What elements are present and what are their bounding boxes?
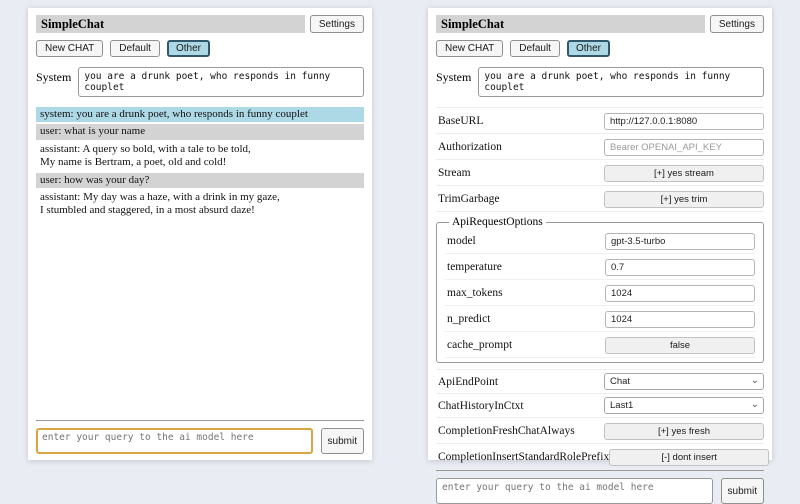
session-default-button[interactable]: Default (110, 40, 160, 57)
model-control (605, 231, 755, 250)
settings-row-chathistoryinctxt (436, 394, 764, 418)
settings-row-temperature (445, 254, 755, 280)
chevron-down-icon: ⌄ (750, 375, 759, 386)
chevron-down-icon: ⌄ (750, 399, 759, 410)
apiendpoint-select[interactable] (604, 373, 764, 390)
baseurl-input[interactable] (604, 113, 764, 130)
settings-primary-group (436, 107, 764, 212)
stream-label: Stream (438, 166, 471, 179)
trimgarbage-toggle-button[interactable]: [+] yes trim (604, 191, 764, 208)
system-prompt-row (436, 67, 764, 97)
chat-session-tabs (36, 40, 364, 57)
n-predict-control (605, 309, 755, 328)
n-predict-label: n_predict (447, 312, 491, 325)
model-input[interactable] (605, 233, 755, 250)
settings-row-n-predict (445, 306, 755, 332)
max-tokens-control (605, 283, 755, 302)
temperature-control (605, 257, 755, 276)
query-input[interactable] (436, 478, 713, 504)
query-input[interactable] (36, 428, 313, 454)
apiendpoint-control (604, 373, 764, 390)
temperature-label: temperature (447, 260, 502, 273)
baseurl-control (604, 111, 764, 130)
chat-message-line: user: how was your day? (40, 173, 150, 186)
chat-message-line: My name is Bertram, a poet, old and cold! (40, 156, 227, 169)
chathistoryinctxt-label: ChatHistoryInCtxt (438, 399, 524, 412)
system-prompt-input[interactable] (478, 67, 764, 97)
chat-message-assistant (36, 142, 364, 171)
temperature-input[interactable] (605, 259, 755, 276)
new-chat-button[interactable]: New CHAT (36, 40, 103, 57)
settings-row-trimgarbage (436, 186, 764, 212)
authorization-label: Authorization (438, 140, 502, 153)
chat-message-line: system: you are a drunk poet, who responds in funny couplet (40, 108, 308, 120)
query-separator (436, 470, 764, 471)
app-title-bar (436, 15, 705, 33)
system-label: System (36, 70, 72, 84)
completionfreshchatalways-toggle-button[interactable]: [+] yes fresh (604, 423, 764, 440)
cache-prompt-label: cache_prompt (447, 338, 513, 351)
api-request-options-rows (445, 228, 755, 358)
session-default-button[interactable]: Default (510, 40, 560, 57)
settings-panel (428, 8, 772, 497)
system-prompt-row (36, 67, 364, 97)
completionfreshchatalways-control (604, 421, 764, 440)
settings-row-baseurl (436, 108, 764, 134)
completioninsertstandardroleprefix-control (609, 447, 769, 466)
submit-button[interactable]: submit (721, 478, 764, 504)
max-tokens-input[interactable] (605, 285, 755, 302)
settings-button[interactable]: Settings (710, 15, 764, 33)
chat-message-user (36, 124, 364, 139)
chat-message-line: user: what is your name (40, 125, 146, 138)
settings-row-completionfreshchatalways (436, 418, 764, 444)
chat-message-line: assistant: A query so bold, with a tale to be told, (40, 142, 251, 155)
chat-panel (28, 8, 372, 460)
settings-secondary-group (436, 369, 764, 470)
chat-messages-list (36, 107, 364, 416)
session-other-button[interactable]: Other (567, 40, 610, 57)
new-chat-button[interactable]: New CHAT (436, 40, 503, 57)
authorization-control (604, 137, 764, 156)
settings-button[interactable]: Settings (310, 15, 364, 33)
baseurl-label: BaseURL (438, 114, 484, 127)
max-tokens-label: max_tokens (447, 286, 503, 299)
apiendpoint-label: ApiEndPoint (438, 375, 499, 388)
chat-message-system (36, 107, 364, 122)
trimgarbage-control (604, 189, 764, 208)
api-request-options-legend: ApiRequestOptions (452, 216, 543, 228)
app-title: SimpleChat (41, 17, 105, 31)
authorization-input[interactable] (604, 139, 764, 156)
query-separator (36, 420, 364, 421)
stream-toggle-button[interactable]: [+] yes stream (604, 165, 764, 182)
session-other-button[interactable]: Other (167, 40, 210, 57)
settings-row-stream (436, 160, 764, 186)
n-predict-input[interactable] (605, 311, 755, 328)
settings-session-tabs (436, 40, 764, 57)
settings-row-max-tokens (445, 280, 755, 306)
chat-message-line: I stumbled and staggered, in a most absurd daze! (40, 204, 255, 217)
cache-prompt-control (605, 335, 755, 354)
completioninsertstandardroleprefix-label: CompletionInsertStandardRolePrefix (438, 450, 610, 463)
stream-control (604, 163, 764, 182)
chat-message-user (36, 173, 364, 188)
submit-button[interactable]: submit (321, 428, 364, 454)
settings-row-cache-prompt (445, 332, 755, 358)
settings-row-authorization (436, 134, 764, 160)
query-row (36, 428, 364, 454)
settings-row-model (445, 228, 755, 254)
app-title: SimpleChat (441, 17, 505, 31)
settings-row-completioninsertstandardroleprefix (436, 444, 764, 470)
chathistoryinctxt-control (604, 397, 764, 414)
system-prompt-input[interactable] (78, 67, 364, 97)
completionfreshchatalways-label: CompletionFreshChatAlways (438, 424, 575, 437)
query-row (436, 478, 764, 504)
chathistoryinctxt-select[interactable] (604, 397, 764, 414)
app-title-bar (36, 15, 305, 33)
chathistoryinctxt-selected-value: Last1 (610, 400, 634, 411)
trimgarbage-label: TrimGarbage (438, 192, 500, 205)
api-request-options-fieldset (436, 216, 764, 363)
cache-prompt-toggle-button[interactable]: false (605, 337, 755, 354)
chat-message-line: assistant: My day was a haze, with a drink in my gaze, (40, 191, 280, 204)
system-label: System (436, 70, 472, 84)
model-label: model (447, 234, 476, 247)
settings-titlebar (436, 15, 764, 33)
apiendpoint-selected-value: Chat (610, 376, 631, 387)
completioninsertstandardroleprefix-toggle-button[interactable]: [-] dont insert (609, 449, 769, 466)
chat-message-assistant (36, 190, 364, 219)
settings-row-apiendpoint (436, 370, 764, 394)
chat-titlebar (36, 15, 364, 33)
